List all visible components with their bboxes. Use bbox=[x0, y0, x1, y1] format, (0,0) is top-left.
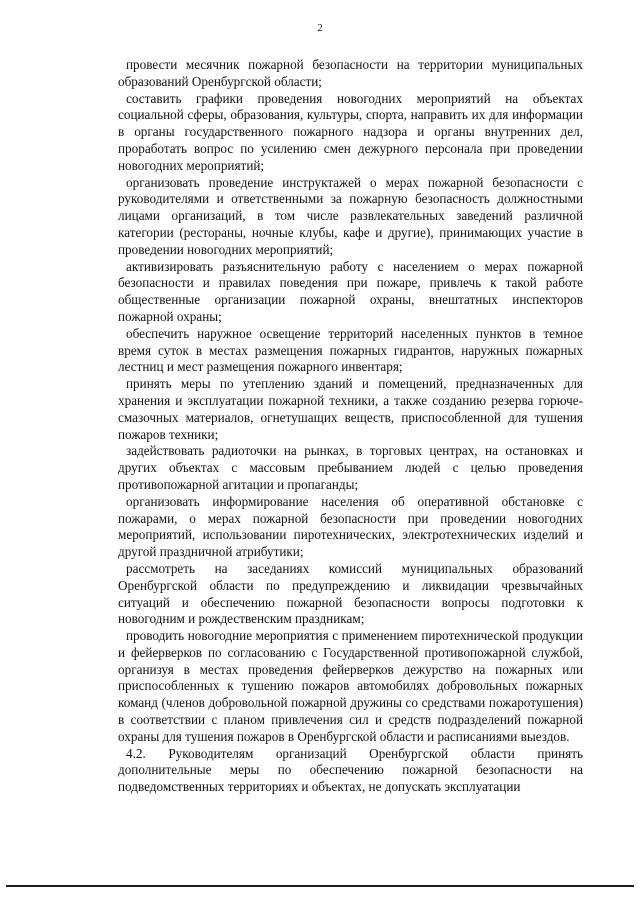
paragraph-fireworks: проводить новогодние мероприятия с применением пиротехнической продукции и фейерверков по согласованию с Государственной противопожарной службой, организуя в местах проведения фейерверков дежурство на пожарных или приспособленных к тушению пожаров автомобилях добровольных пожарных команд (членов добровольной пожарной дружины со средствами пожаротушения) в соответствии с планом привлечения сил и средств подразделений пожарной охраны для тушения пожаров в Оренбургской области и расписаниями выездов. bbox=[118, 628, 583, 744]
paragraph-public-information: организовать информирование населения об оперативной обстановке с пожарами, о мерах пожарной безопасности при проведении новогодних мероприятий, использовании пиротехнических, электротехнических изделий и другой праздничной атрибутики; bbox=[118, 493, 583, 560]
paragraph-radio-points: задействовать радиоточки на рынках, в торговых центрах, на остановках и других объектах с массовым пребыванием людей с целью проведения противопожарной агитации и пропаганды; bbox=[118, 443, 583, 492]
paragraph-section-4-2: 4.2. Руководителям организаций Оренбургской области принять дополнительные меры по обеспечению пожарной безопасности на подведомственных территориях и объектах, не допускать эксплуатации bbox=[118, 745, 583, 795]
document-body bbox=[118, 57, 583, 796]
paragraph-outdoor-lighting: обеспечить наружное освещение территорий населенных пунктов в темное время суток в местах размещения пожарных гидрантов, наружных пожарных лестниц и мест размещения пожарного инвентаря; bbox=[118, 325, 583, 375]
paragraph-commission-meetings: рассмотреть на заседаниях комиссий муниципальных образований Оренбургской области по предупреждению и ликвидации чрезвычайных ситуаций и обеспечению пожарной безопасности вопросы подготовки к новогодним и рождественским праздникам; bbox=[118, 560, 583, 627]
paragraph-building-insulation: принять меры по утеплению зданий и помещений, предназначенных для хранения и эксплуатации пожарной техники, а также созданию резерва горюче-смазочных материалов, огнетушащих веществ, приспособленной для тушения пожаров техники; bbox=[118, 376, 583, 442]
paragraph-briefings: организовать проведение инструктажей о мерах пожарной безопасности с руководителями и ответственными за пожарную безопасность должностными лицами организаций, в том числе развлекательных заведений различной категории (рестораны, ночные клубы, кафе и другие), принимающих участие в проведении новогодних мероприятий; bbox=[118, 174, 583, 257]
paragraph-monthly-fire-safety: провести месячник пожарной безопасности на территории муниципальных образований Оренбургской области; bbox=[118, 57, 583, 89]
page-number: 2 bbox=[317, 22, 323, 34]
paragraph-outreach: активизировать разъяснительную работу с населением о мерах пожарной безопасности и правилах поведения при пожаре, привлечь к такой работе общественные организации пожарной охраны, внештатных инспекторов пожарной охраны; bbox=[118, 258, 583, 324]
paragraph-event-schedules: составить графики проведения новогодних мероприятий на объектах социальной сферы, образования, культуры, спорта, направить их для информации в органы государственного пожарного надзора и органы внутренних дел, проработать вопрос по усилению смен дежурного персонала при проведении новогодних мероприятий; bbox=[118, 90, 583, 173]
bottom-divider bbox=[6, 885, 634, 887]
